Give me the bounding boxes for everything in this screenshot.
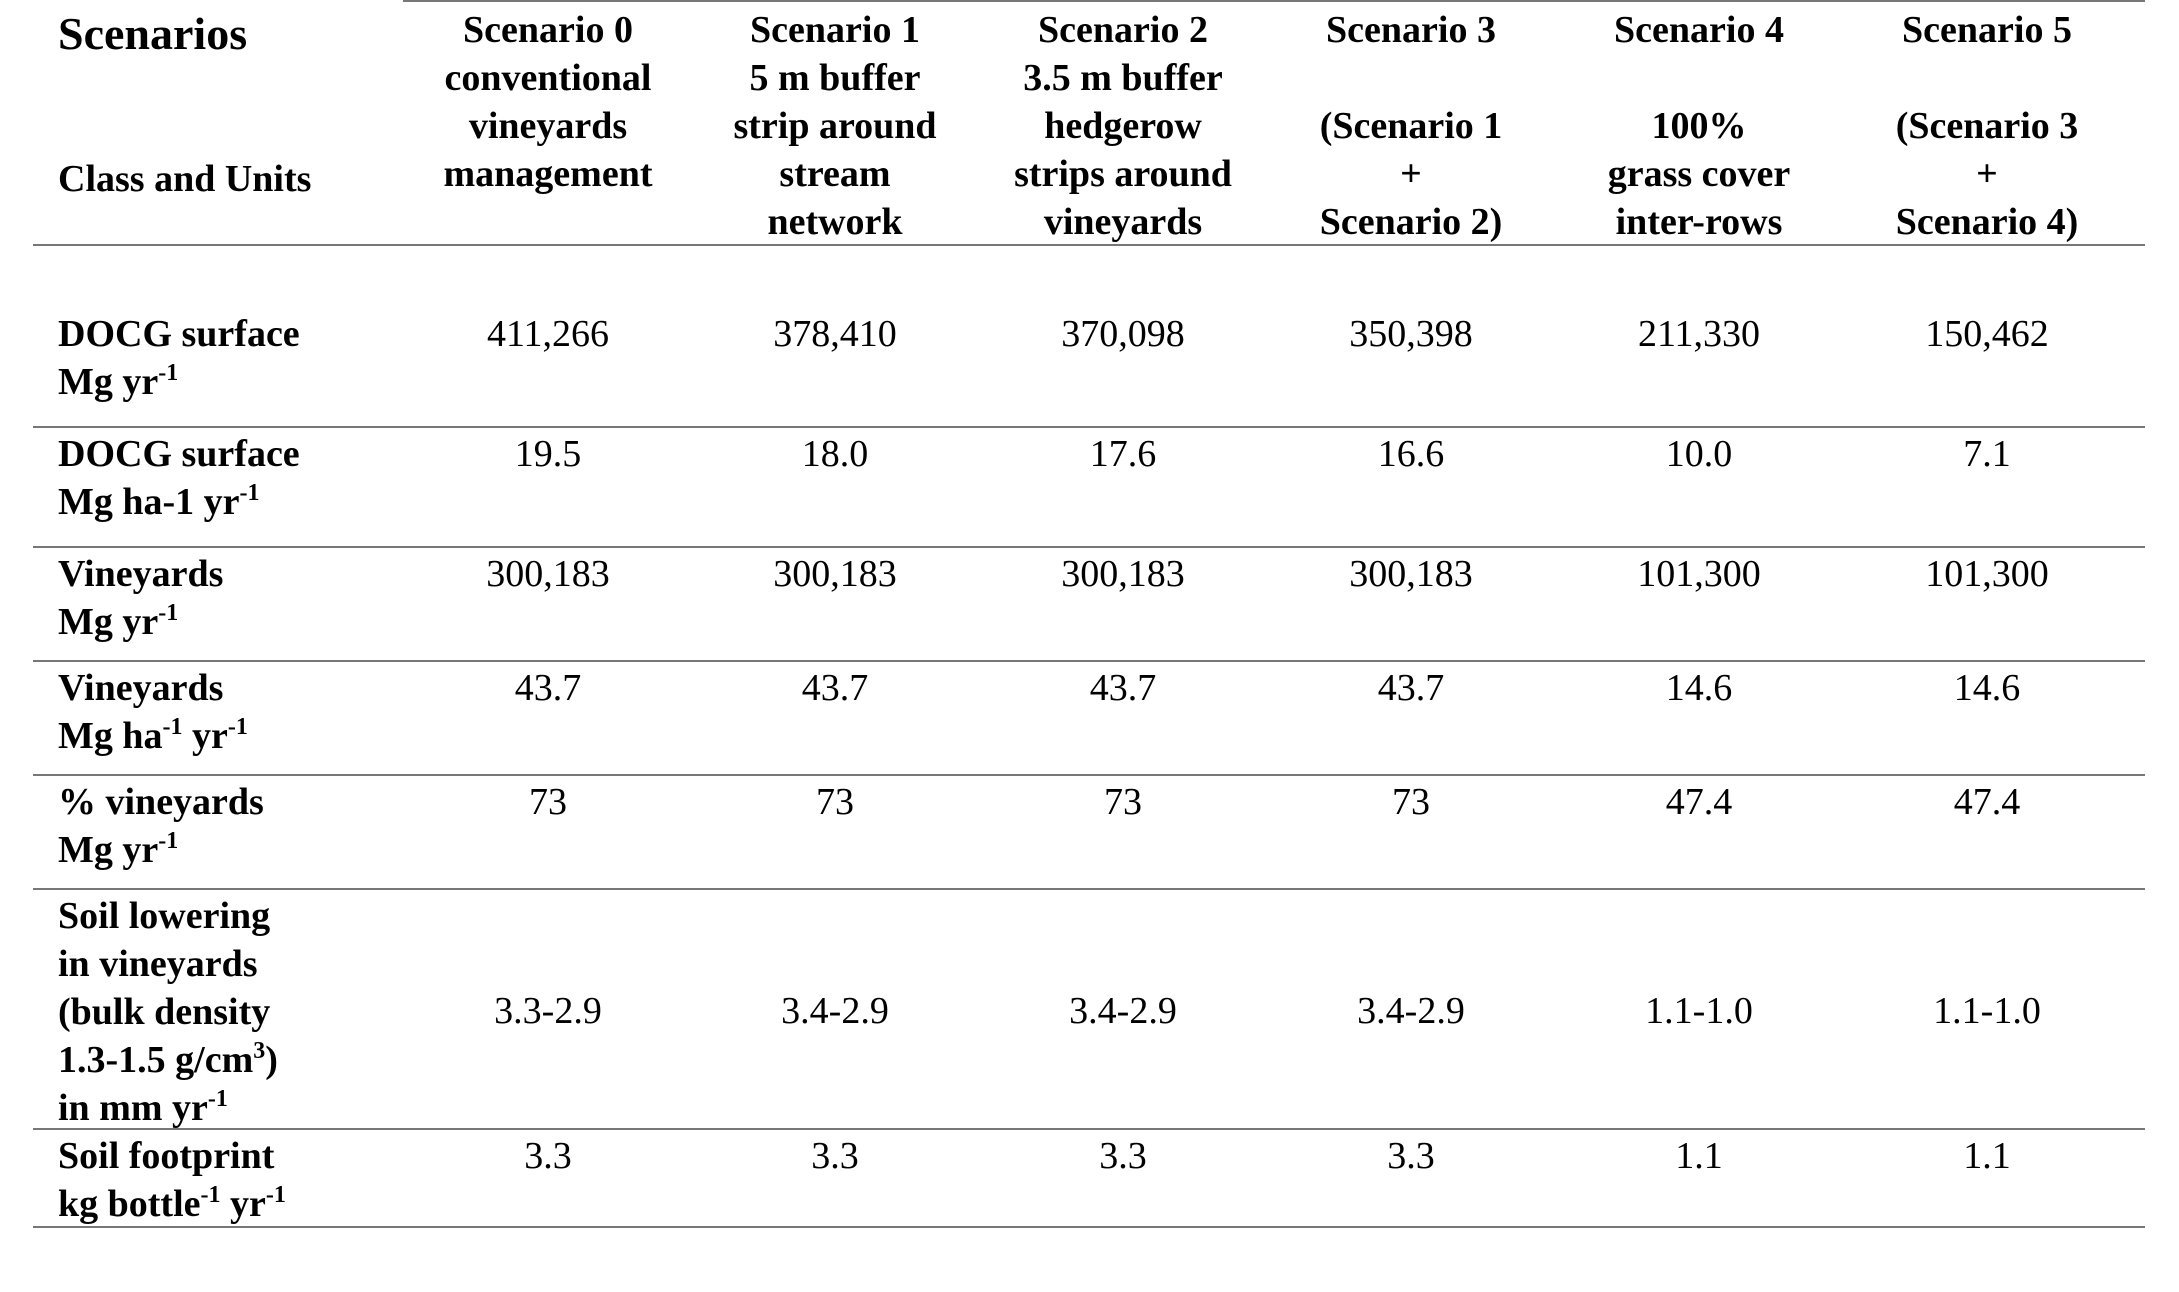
row-label-text: Soil lowering xyxy=(58,895,271,937)
column-header-line: strips around xyxy=(1014,153,1232,195)
row-label-superscript: -1 xyxy=(207,1086,228,1112)
row-label-text: Mg yr xyxy=(58,601,159,643)
row-label-line xyxy=(58,1132,286,1180)
row-label-suffix: yr xyxy=(182,715,228,757)
table-cell: 3.3-2.9 xyxy=(494,990,602,1032)
table-cell: 73 xyxy=(1104,781,1142,823)
column-header-line xyxy=(1554,54,1844,102)
column-header-scenario-3 xyxy=(1266,6,1556,246)
column-header-line: conventional xyxy=(444,57,652,99)
column-header-line: + xyxy=(1976,153,1998,195)
column-header-line: Scenario 4) xyxy=(1895,201,2079,243)
row-label-line xyxy=(58,430,300,478)
column-header-line: 3.5 m buffer xyxy=(1023,57,1223,99)
row-label-text: Mg ha xyxy=(58,715,163,757)
column-header-line: strip around xyxy=(733,105,937,147)
column-header-line: stream xyxy=(779,153,891,195)
column-header-line: Scenario 2 xyxy=(1038,9,1208,51)
table-cell: 211,330 xyxy=(1637,313,1761,355)
column-header-line: Scenario 4 xyxy=(1614,9,1784,51)
table-cell: 17.6 xyxy=(1089,433,1157,475)
column-header-line: + xyxy=(1400,153,1422,195)
table-cell: 1.1 xyxy=(1963,1135,2011,1177)
table-cell: 43.7 xyxy=(514,667,582,709)
row-label xyxy=(58,778,264,874)
column-header-scenario-2 xyxy=(978,6,1268,246)
row-label-text: (bulk density xyxy=(58,991,271,1033)
table-cell: 19.5 xyxy=(514,433,582,475)
column-header-line: Scenario 1 xyxy=(750,9,920,51)
row-label-line xyxy=(58,826,264,874)
row-label-line xyxy=(58,988,278,1036)
row-divider xyxy=(33,426,2145,428)
table-cell: 101,300 xyxy=(1925,553,2049,595)
table-cell: 300,183 xyxy=(1061,553,1185,595)
row-label-text: Mg yr xyxy=(58,361,159,403)
row-label xyxy=(58,430,300,526)
row-label-superscript: -1 xyxy=(200,1182,221,1208)
row-label-line xyxy=(58,1036,278,1084)
corner-title: Scenarios xyxy=(58,8,248,59)
row-label-text: DOCG surface xyxy=(58,433,300,475)
table-cell: 47.4 xyxy=(1665,781,1733,823)
row-label-suffix: ) xyxy=(265,1039,278,1081)
corner-subtitle: Class and Units xyxy=(58,158,312,200)
table-cell: 43.7 xyxy=(801,667,869,709)
header-bottom-rule xyxy=(33,244,2145,246)
column-header-line xyxy=(1842,54,2132,102)
row-label xyxy=(58,1132,286,1228)
table-cell: 47.4 xyxy=(1953,781,2021,823)
table-cell: 150,462 xyxy=(1925,313,2049,355)
column-header-line: Scenario 0 xyxy=(463,9,633,51)
row-label-line xyxy=(58,478,300,526)
table-cell: 18.0 xyxy=(801,433,869,475)
table-cell: 378,410 xyxy=(773,313,897,355)
column-header-scenario-5 xyxy=(1842,6,2132,246)
table-cell: 300,183 xyxy=(773,553,897,595)
column-header-line: inter-rows xyxy=(1615,201,1783,243)
column-header-line: Scenario 3 xyxy=(1326,9,1496,51)
row-divider xyxy=(33,546,2145,548)
row-label-text: DOCG surface xyxy=(58,313,300,355)
table-cell: 350,398 xyxy=(1349,313,1473,355)
column-header-line xyxy=(1266,54,1556,102)
table-cell: 10.0 xyxy=(1665,433,1733,475)
column-header-line: Scenario 2) xyxy=(1319,201,1503,243)
column-header-line: vineyards xyxy=(1043,201,1203,243)
row-label-superscript: 3 xyxy=(253,1038,266,1064)
table-cell: 14.6 xyxy=(1665,667,1733,709)
row-label-text: Vineyards xyxy=(58,667,224,709)
row-label-line xyxy=(58,940,278,988)
row-label-superscript: -1 xyxy=(162,714,183,740)
table-cell: 1.1 xyxy=(1675,1135,1723,1177)
row-label-line xyxy=(58,712,248,760)
table-cell: 3.4-2.9 xyxy=(1357,990,1465,1032)
column-header-line: network xyxy=(767,201,903,243)
row-label-superscript: -1 xyxy=(158,600,179,626)
column-header-line: 100% xyxy=(1651,105,1747,147)
column-header-line: (Scenario 1 xyxy=(1319,105,1503,147)
column-header-scenario-4 xyxy=(1554,6,1844,246)
row-label-superscript: -1 xyxy=(158,360,179,386)
column-header-line: 5 m buffer xyxy=(749,57,921,99)
row-divider xyxy=(33,774,2145,776)
row-label-line xyxy=(58,358,300,406)
row-label-suffix: yr xyxy=(220,1183,266,1225)
table-cell: 3.4-2.9 xyxy=(1069,990,1177,1032)
row-divider xyxy=(33,1226,2145,1228)
table-cell: 73 xyxy=(529,781,567,823)
row-label xyxy=(58,892,278,1132)
row-label-text: in mm yr xyxy=(58,1087,208,1129)
column-header-line: vineyards xyxy=(468,105,628,147)
row-label-line xyxy=(58,310,300,358)
row-label xyxy=(58,310,300,406)
row-label-text: Mg ha-1 yr xyxy=(58,481,240,523)
row-label-superscript: -1 xyxy=(265,1182,286,1208)
table-cell: 300,183 xyxy=(1349,553,1473,595)
table-cell: 3.3 xyxy=(524,1135,572,1177)
column-header-line: (Scenario 3 xyxy=(1895,105,2079,147)
table-cell: 14.6 xyxy=(1953,667,2021,709)
column-header-scenario-1 xyxy=(690,6,980,246)
table-cell: 43.7 xyxy=(1089,667,1157,709)
row-label-line xyxy=(58,598,223,646)
row-label-superscript: -1 xyxy=(239,480,260,506)
row-label-line xyxy=(58,550,223,598)
row-label-text: Mg yr xyxy=(58,829,159,871)
row-label-superscript: -1 xyxy=(227,714,248,740)
row-label-text: Soil footprint xyxy=(58,1135,275,1177)
table-cell: 73 xyxy=(1392,781,1430,823)
column-header-line: hedgerow xyxy=(1044,105,1202,147)
table-cell: 370,098 xyxy=(1061,313,1185,355)
table-cell: 3.4-2.9 xyxy=(781,990,889,1032)
table-top-rule xyxy=(403,0,2145,2)
row-divider xyxy=(33,660,2145,662)
row-label-line xyxy=(58,778,264,826)
table-cell: 73 xyxy=(816,781,854,823)
table-cell: 1.1-1.0 xyxy=(1933,990,2041,1032)
row-label-text: Vineyards xyxy=(58,553,224,595)
table-cell: 43.7 xyxy=(1377,667,1445,709)
table-cell: 7.1 xyxy=(1963,433,2011,475)
table-cell: 3.3 xyxy=(811,1135,859,1177)
table-cell: 3.3 xyxy=(1099,1135,1147,1177)
row-label-text: in vineyards xyxy=(58,943,258,985)
table-cell: 411,266 xyxy=(486,313,610,355)
row-label-line xyxy=(58,1084,278,1132)
row-divider xyxy=(33,1128,2145,1130)
row-label-superscript: -1 xyxy=(158,828,179,854)
row-label-line xyxy=(58,1180,286,1228)
row-divider xyxy=(33,888,2145,890)
row-label-text: kg bottle xyxy=(58,1183,201,1225)
column-header-scenario-0 xyxy=(403,6,693,246)
row-label xyxy=(58,550,223,646)
table-cell: 300,183 xyxy=(486,553,610,595)
row-label-line xyxy=(58,664,248,712)
table-cell: 3.3 xyxy=(1387,1135,1435,1177)
column-header-line xyxy=(403,198,693,246)
column-header-line: grass cover xyxy=(1607,153,1791,195)
row-label-line xyxy=(58,892,278,940)
table-cell: 1.1-1.0 xyxy=(1645,990,1753,1032)
column-header-line: Scenario 5 xyxy=(1902,9,2072,51)
table-cell: 16.6 xyxy=(1377,433,1445,475)
row-label-text: % vineyards xyxy=(58,781,264,823)
column-header-line: management xyxy=(443,153,653,195)
row-label-text: 1.3-1.5 g/cm xyxy=(58,1039,254,1081)
table-cell: 101,300 xyxy=(1637,553,1761,595)
row-label xyxy=(58,664,248,760)
